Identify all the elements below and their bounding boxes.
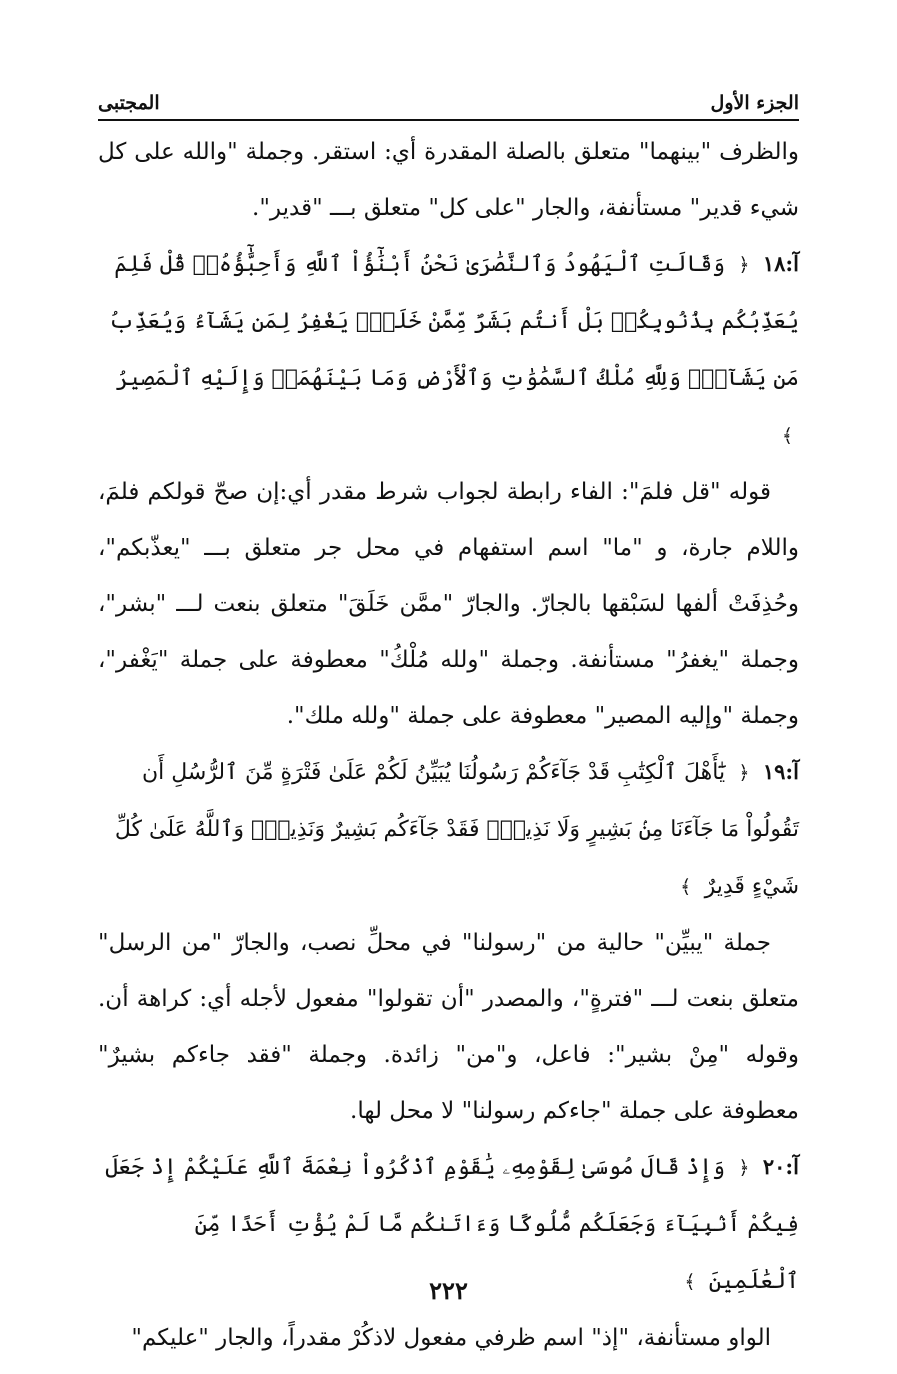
- verse-19: [98, 744, 799, 915]
- header-book-title: المجتبى: [98, 92, 160, 114]
- page-body: [98, 124, 799, 1366]
- verse-open-bracket: ﴿: [738, 1157, 750, 1179]
- page-number: ٢٢٢: [429, 1276, 468, 1305]
- header-volume-title: الجزء الأول: [710, 92, 799, 114]
- paragraph-3: جملة "يبيِّن" حالية من "رسولنا" في محلِّ نصب، والجارّ "من الرسل" متعلق بنعت لـــ "فترةٍ"، والمصدر "أن تقولوا" مفعول لأجله أي: كراهة أن. وقوله "مِنْ بشير": فاعل، و"من" زائدة. وجملة "فقد جاءكم بشيرٌ" معطوفة على جملة "جاءكم رسولنا" لا محل لها.: [98, 930, 799, 1124]
- verse-number: آ:١٩: [762, 759, 799, 784]
- verse-text: وَإِذْ قَالَ مُوسَىٰ لِقَوْمِهِۦ يَٰقَوْمِ ٱذْكُرُواْ نِعْمَةَ ٱللَّهِ عَلَيْكُمْ إِذْ جَعَلَ فِيكُمْ أَنۢبِيَآءَ وَجَعَلَكُم مُّلُوكًا وَءَاتَىٰكُم مَّا لَمْ يُؤْتِ أَحَدًا مِّنَ ٱلْعَٰلَمِينَ: [105, 1155, 799, 1294]
- verse-text: يَٰٓأَهْلَ ٱلْكِتَٰبِ قَدْ جَآءَكُمْ رَسُولُنَا يُبَيِّنُ لَكُمْ عَلَىٰ فَتْرَةٍ مِّنَ ٱلرُّسُلِ أَن تَقُولُواْ مَا جَآءَنَا مِنۢ بَشِيرٍ وَلَا نَذِيرٍۖ فَقَدْ جَآءَكُم بَشِيرٌ وَنَذِيرٌۗ وَٱللَّهُ عَلَىٰ كُلِّ شَيْءٍ قَدِيرٌ: [114, 760, 799, 899]
- verse-text: وَقَالَتِ ٱلْيَهُودُ وَٱلنَّصَٰرَىٰ نَحْنُ أَبْنَٰٓؤُاْ ٱللَّهِ وَأَحِبَّٰٓؤُهُۥۚ قُلْ فَلِمَ يُعَذِّبُكُم بِذُنُوبِكُمۖ بَلْ أَنتُم بَشَرٌ مِّمَّنْ خَلَقَۚ يَغْفِرُ لِمَن يَشَآءُ وَيُعَذِّبُ مَن يَشَآءُۚ وَلِلَّهِ مُلْكُ ٱلسَّمَٰوَٰتِ وَٱلْأَرْضِ وَمَا بَيْنَهُمَاۖ وَإِلَيْهِ ٱلْمَصِيرُ: [108, 252, 799, 391]
- header-divider: [98, 119, 799, 121]
- page-header: [98, 84, 799, 114]
- verse-number: آ:١٨: [762, 251, 799, 276]
- verse-close-bracket: ﴾: [781, 425, 793, 447]
- verse-close-bracket: ﴾: [684, 1271, 696, 1293]
- verse-open-bracket: ﴿: [738, 254, 750, 276]
- paragraph-2: قوله "قل فلمَ": الفاء رابطة لجواب شرط مقدر أي:إن صحّ قولكم فلمَ، واللام جارة، و "ما" اسم استفهام في محل جر متعلق بـــ "يعذّبكم"، وحُذِفَتْ ألفها لسَبْقها بالجارّ. والجارّ "ممَّن خَلَقَ" متعلق بنعت لـــ "بشر"، وجملة "يغفرُ" مستأنفة. وجملة "ولله مُلْكُ" معطوفة على جملة "يَغْفر"، وجملة "وإليه المصير" معطوفة على جملة "ولله ملك".: [98, 479, 799, 729]
- verse-18: [98, 236, 799, 464]
- verse-number: آ:٢٠: [762, 1154, 799, 1179]
- paragraph-4: الواو مستأنفة، "إذ" اسم ظرفي مفعول لاذكُرْ مقدراً، والجار "عليكم": [131, 1325, 771, 1351]
- paragraph-1: والظرف "بينهما" متعلق بالصلة المقدرة أي: استقر. وجملة "والله على كل شيء قدير" مستأنفة، والجار "على كل" متعلق بـــ "قدير".: [98, 139, 799, 221]
- verse-close-bracket: ﴾: [680, 876, 692, 898]
- verse-open-bracket: ﴿: [738, 762, 750, 784]
